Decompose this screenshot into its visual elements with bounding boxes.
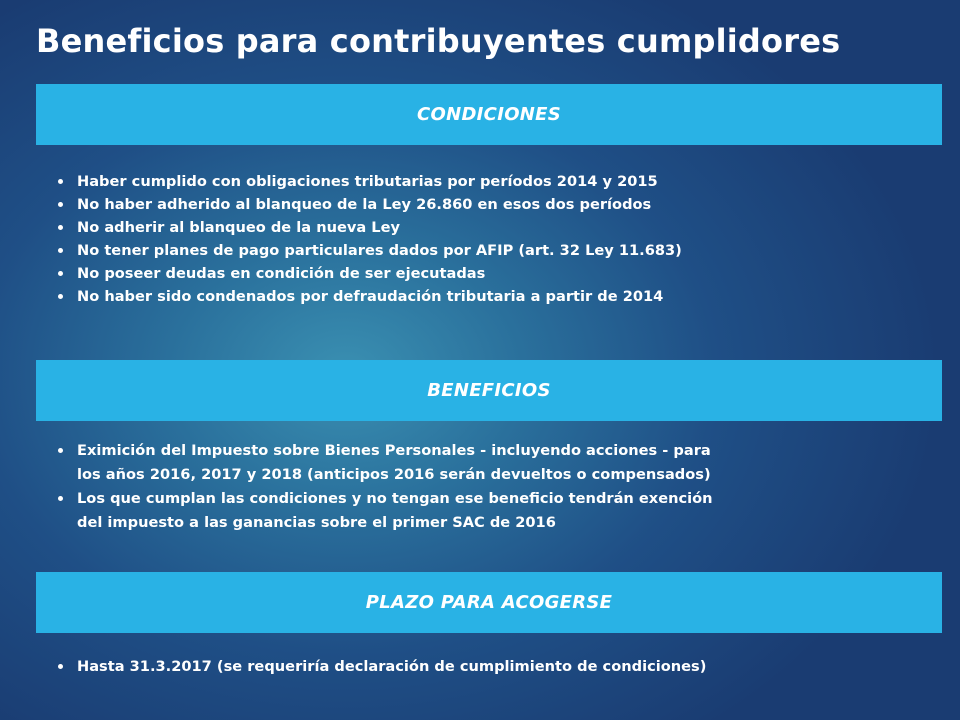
list-item [58, 487, 898, 535]
page-title: Beneficios para contribuyentes cumplidores [36, 22, 841, 60]
list-item-line: los años 2016, 2017 y 2018 (anticipos 2016 serán devueltos o compensados) [77, 466, 711, 483]
beneficios-header [36, 360, 942, 421]
list-item: No haber sido condenados por defraudación tributaria a partir de 2014 [58, 285, 898, 308]
plazo-list [58, 655, 898, 678]
list-item: Haber cumplido con obligaciones tributarias por períodos 2014 y 2015 [58, 170, 898, 193]
plazo-heading: PLAZO PARA ACOGERSE [365, 592, 613, 613]
beneficios-heading: BENEFICIOS [427, 380, 551, 401]
list-item: No poseer deudas en condición de ser ejecutadas [58, 262, 898, 285]
beneficios-list [58, 439, 898, 535]
list-item: Hasta 31.3.2017 (se requeriría declaración de cumplimiento de condiciones) [58, 655, 898, 678]
condiciones-header [36, 84, 942, 145]
list-item: No tener planes de pago particulares dados por AFIP (art. 32 Ley 11.683) [58, 239, 898, 262]
condiciones-list [58, 170, 898, 308]
list-item [58, 439, 898, 487]
list-item: No haber adherido al blanqueo de la Ley 26.860 en esos dos períodos [58, 193, 898, 216]
list-item-line: Los que cumplan las condiciones y no tengan ese beneficio tendrán exención [77, 490, 713, 507]
list-item-line: del impuesto a las ganancias sobre el primer SAC de 2016 [77, 514, 556, 531]
plazo-header [36, 572, 942, 633]
condiciones-heading: CONDICIONES [416, 104, 562, 125]
list-item-line: Eximición del Impuesto sobre Bienes Personales - incluyendo acciones - para [77, 442, 711, 459]
list-item: No adherir al blanqueo de la nueva Ley [58, 216, 898, 239]
